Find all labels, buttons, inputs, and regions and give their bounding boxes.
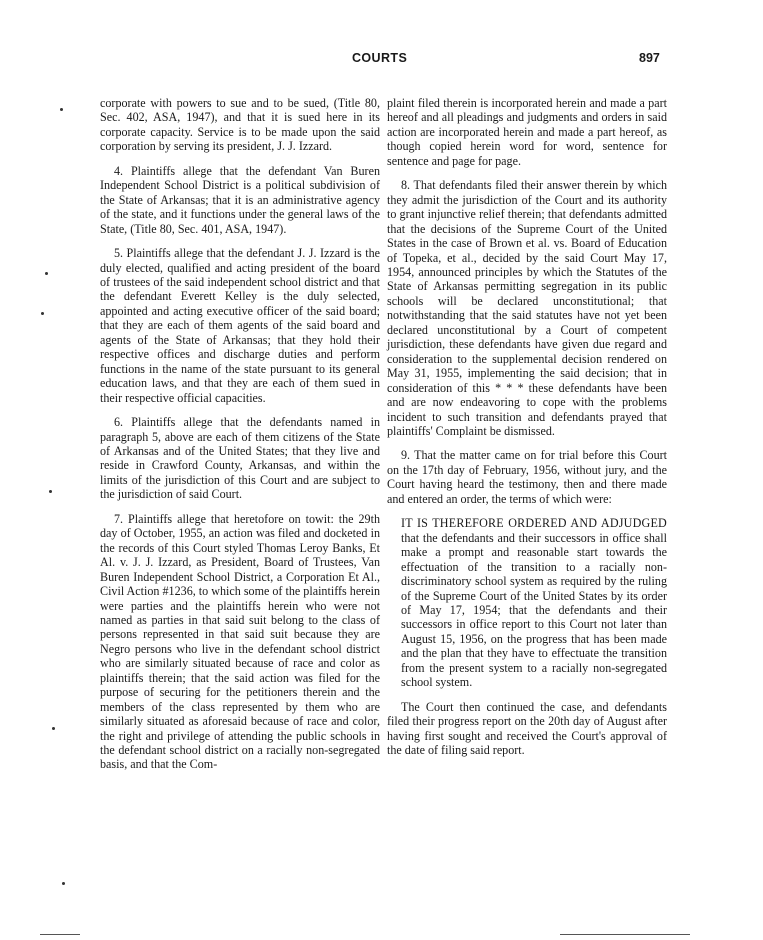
paragraph-5: 5. Plaintiffs allege that the defendant J. J. Izzard is the duly elected, qualified and acting president of the board of trustees of the said independent school district and that the defendant Everett Kelley is the duly selected, appointed and acting executive officer of the said board; that they are each of them agents of the said board and agents of the State of Arkansas; that they hold their respective offices and discharge duties and perform functions in the name of the state pursuant to its general education laws, and that they are each of them sued in their respective official capacities. [100, 246, 380, 405]
paragraph-8: 8. That defendants filed their answer therein by which they admit the jurisdiction of the Court and its authority to grant injunctive relief therein; that defendants admitted that the decisions of the Supreme Court of the United States in the case of Brown et al. vs. Board of Education of Topeka, et al., decided by the said Court May 17, 1954, announced principles by which the Statutes of the State of Arkansas permitting segregation in its public schools will be declared unconstitutional; that notwithstanding that the said statutes have not yet been declared unconstitutional by a Court of competent jurisdiction, these defendants have given due regard and consideration to the supplemental decision rendered on May 31, 1955, implementing the said decision; that in consideration of this * * * these defendants have been and are now endeavoring to cope with the problems incident to such transition and defendants prayed that plaintiffs' Complaint be dismissed. [387, 178, 667, 438]
scan-speck [41, 312, 44, 315]
paragraph-4: 4. Plaintiffs allege that the defendant Van Buren Independent School District is a political subdivision of the State of Arkansas; that it is an administrative agency of the state, and it functions under the general laws of the State, (Title 80, Sec. 401, ASA, 1947). [100, 163, 380, 236]
left-column [100, 96, 380, 772]
paragraph-3-continuation: corporate with powers to sue and to be sued, (Title 80, Sec. 402, ASA, 1947), and that it is sued here in its corporate capacity. Service is to be made upon the said corporation by serving its president, J. J. Izzard. [100, 96, 380, 154]
scan-speck [45, 272, 48, 275]
right-column [387, 96, 667, 757]
scan-speck [52, 727, 55, 730]
scan-edge-mark [40, 934, 80, 935]
running-header-title: COURTS [352, 51, 408, 65]
paragraph-7: 7. Plaintiffs allege that heretofore on towit: the 29th day of October, 1955, an action was filed and docketed in the records of this Court styled Thomas Leroy Banks, Et Al. v. J. J. Izzard, as President, Board of Trustees, Van Buren Independent School District, a Corporation Et Al., Civil Action #1236, to which some of the plaintiffs herein were parties and the plaintiffs herein who were not named as parties in that said suit belong to the class of persons represented in that said suit because they are Negro persons who live in the defendant school district who are similarly situated because of race and color as plaintiffs therein; that the said action was filed for the purpose of securing for the petitioners therein and the members of the class represented by them who are similarly situated as aforesaid because of race and color, the right and privilege of attending the public schools in the defendant school district on a racially non-segregated basis, and that the Com- [100, 511, 380, 772]
scan-speck [49, 490, 52, 493]
scan-edge-mark [560, 934, 690, 935]
scan-speck [60, 108, 63, 111]
court-order-text: that the defendants and their successors in office shall make a prompt and reasonable start towards the effectuation of the transition to a racially non-discriminatory school system as required by the ruling of the Supreme Court of the United States by its order of May 17, 1954; that the defendants and their successors in office report to this Court not later than August 15, 1956, on the progress that has been made and the plan that they have to effectuate the transition from the present system to a racially non-segregated school system. [401, 530, 667, 690]
court-order-lead: IT IS THEREFORE ORDERED AND ADJUDGED [401, 516, 667, 531]
court-order-quote [401, 516, 667, 689]
page-number: 897 [639, 51, 660, 65]
paragraph-6: 6. Plaintiffs allege that the defendants named in paragraph 5, above are each of them citizens of the State of Arkansas and of the United States; that they live and reside in Crawford County, Arkansas, and within the limits of the jurisdiction of this Court and are subject to the jurisdiction of said Court. [100, 415, 380, 502]
scan-speck [62, 882, 65, 885]
closing-paragraph: The Court then continued the case, and defendants filed their progress report on the 20th day of August after having first sought and received the Court's approval of the date of filing said report. [387, 699, 667, 758]
paragraph-7-continuation: plaint filed therein is incorporated herein and made a part hereof and all pleadings and judgments and orders in said action are incorporated herein and made a part hereof, as though copied herein word for word, sentence for sentence and page for page. [387, 96, 667, 168]
paragraph-9: 9. That the matter came on for trial before this Court on the 17th day of February, 1956, without jury, and the Court having heard the testimony, then and there made and entered an order, the terms of which were: [387, 448, 667, 506]
